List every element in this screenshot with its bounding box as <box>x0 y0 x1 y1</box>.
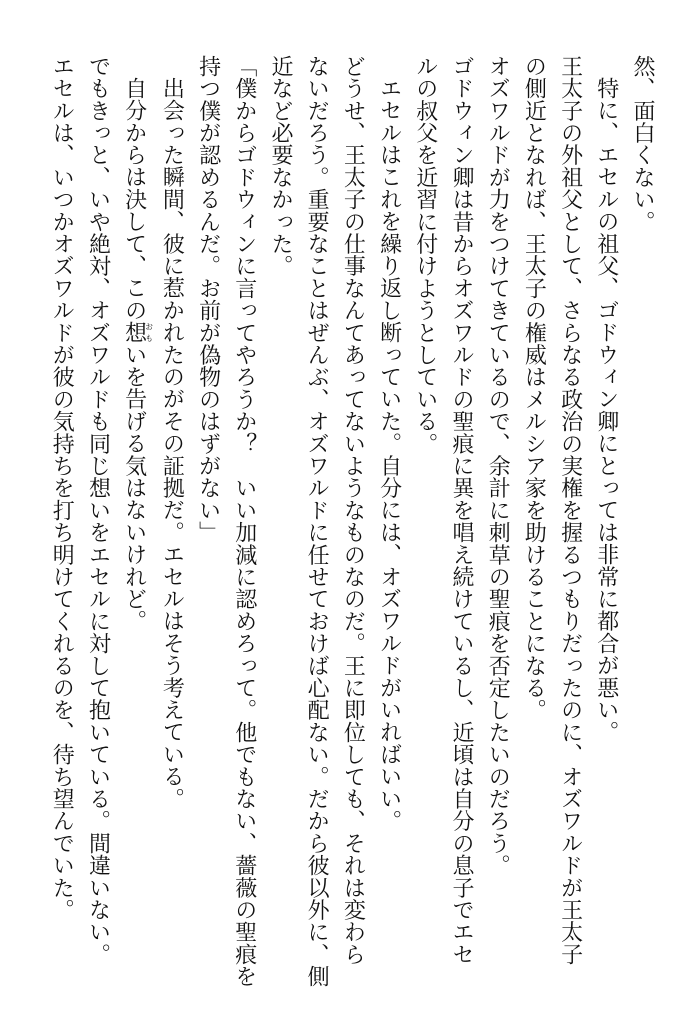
text-line: の側近となれば、王太子の権威はメルシア家を助けることになる。 <box>521 55 547 721</box>
text-line-with-ruby <box>115 55 153 975</box>
text-line: ないだろう。重要なことはぜんぶ、オズワルドに任せておけば心配ない。だから彼以外に、側 <box>304 55 330 988</box>
vertical-text-block <box>43 55 660 988</box>
text-line: オズワルドが力をつけてきているので、余計に刺草の聖痕を否定したいのだろう。 <box>485 55 511 877</box>
text-line: でもきっと、いや絶対、オズワルドも同じ想いをエセルに対して抱いている。間違いない。 <box>85 55 111 966</box>
ruby-annotation: 想おも <box>121 321 154 344</box>
text-line: ルの叔父を近習に付けようとしている。 <box>412 55 438 455</box>
text-line: 王太子の外祖父として、さらなる政治の実権を握るつもりだったのに、オズワルドが王太子 <box>557 55 583 966</box>
text-line: 然、面白くない。 <box>630 55 655 233</box>
text-line: ゴドウィン卿は昔からオズワルドの聖痕に異を唱え続けているし、近頃は自分の息子でエセ <box>448 55 474 966</box>
text-line: 出会った瞬間、彼に惹かれたのがその証拠だ。エセルはそう考えている。 <box>159 77 185 810</box>
text-line: 「僕からゴドウィンに言ってやろうか？ いい加減に認めろって。他でもない、薔薇の聖痕を <box>231 55 257 988</box>
text-line: エセルは、いつかオズワルドが彼の気持ちを打ち明けてくれるのを、待ち望んでいた。 <box>49 55 75 921</box>
text-line: 持つ僕が認めるんだ。お前が偽物のはずがない」 <box>195 55 221 544</box>
text-line: エセルはこれを繰り返し断っていた。自分には、オズワルドがいればいい。 <box>376 77 402 832</box>
ruby-line-text: 自分からは決して、この想おもいを告げる気はないけれど。 <box>121 77 154 633</box>
text-line: 近など必要なかった。 <box>267 55 293 277</box>
text-line: 特に、エセルの祖父、ゴドウィン卿にとっては非常に都合が悪い。 <box>593 77 619 743</box>
text-line: どうせ、王太子の仕事なんてあってないようなものなのだ。王に即位しても、それは変わら <box>340 55 366 966</box>
